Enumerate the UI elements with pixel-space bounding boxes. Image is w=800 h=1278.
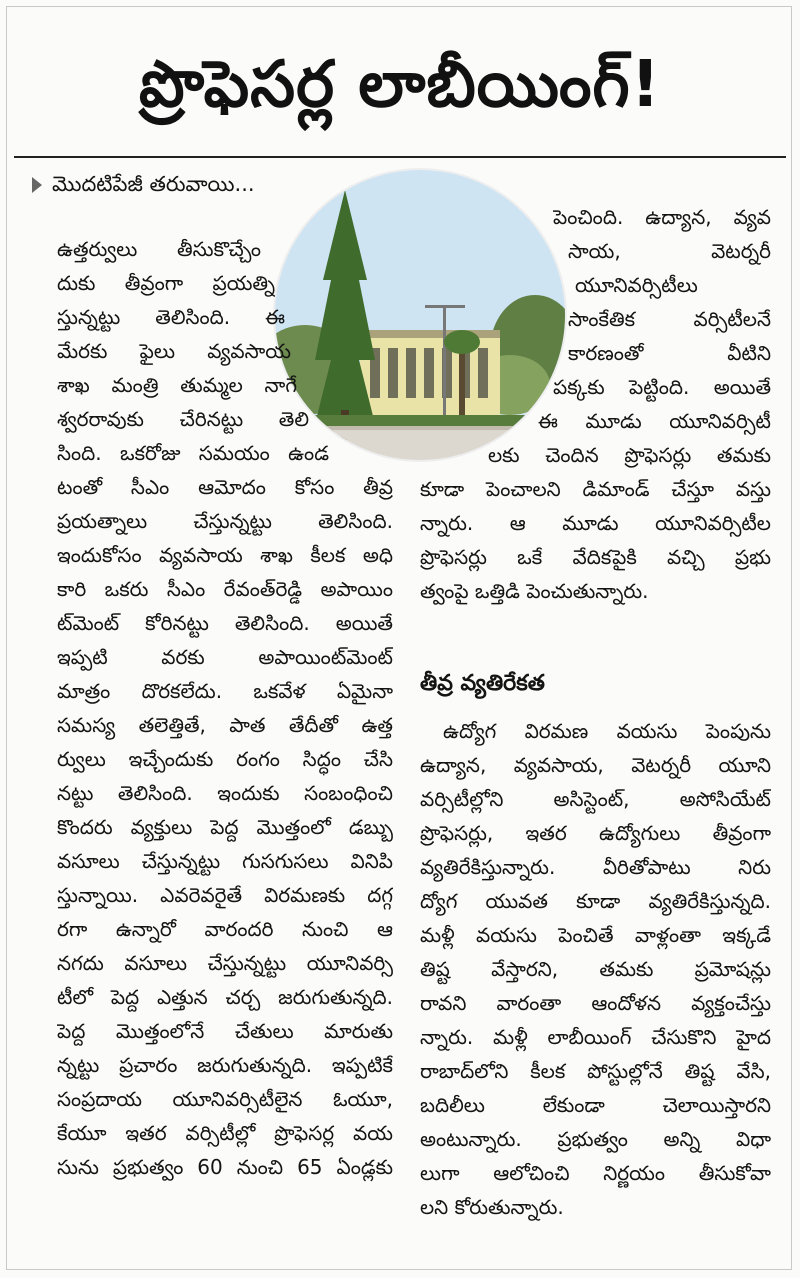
headline-rule [14, 156, 786, 158]
right-line-27: లని కోరుతున్నారు. [420, 1195, 564, 1219]
right-line-3: యూనివర్సిటీలు [575, 273, 698, 297]
right-line-16: ప్రొఫెసర్లు, ఇతర ఉద్యోగులు తీవ్రంగా [420, 821, 771, 845]
article-photo [275, 170, 565, 460]
left-line-4: మేరకు ఫైలు వ్యవసాయ [57, 339, 291, 363]
left-line-16: ర్వులు ఇచ్చేందుకు రంగం సిద్ధం చేసి [57, 747, 393, 771]
left-line-14: మాత్రం దొరకలేదు. ఒకవేళ ఏమైనా [57, 679, 393, 703]
right-line-19: మళ్లీ వయసు పెంచితే వాళ్లంతా ఇక్కడే [420, 923, 771, 947]
left-line-28: సును ప్రభుత్వం 60 నుంచి 65 ఏండ్లకు [57, 1155, 393, 1179]
left-line-17: నట్టు తెలిసింది. ఇందుకు సంబంధించి [57, 781, 393, 805]
right-line-23: రాబాద్‌లోని కీలక పోస్టుల్లోనే తిష్ట వేసి, [420, 1059, 771, 1083]
right-line-5: కారణంతో వీటిని [568, 341, 771, 365]
right-line-25: అంటున్నారు. ప్రభుత్వం అన్ని విధా [420, 1127, 771, 1151]
right-line-6: పక్కకు పెట్టింది. అయితే [553, 375, 771, 399]
right-line-12: త్వంపై ఒత్తిడి పెంచుతున్నారు. [420, 579, 649, 603]
left-line-5: శాఖ మంత్రి తుమ్మల నాగే [57, 373, 297, 397]
left-line-27: కేయూ ఇతర వర్సిటీల్లో ప్రొఫెసర్ల వయ [57, 1121, 393, 1145]
headline: ప్రొఫెసర్ల లాబీయింగ్! [139, 48, 661, 122]
subheading: తీవ్ర వ్యతిరేకత [420, 671, 545, 696]
right-line-2: సాయ, వెటర్నరీ [568, 239, 771, 263]
left-line-21: రగా ఉన్నారో వారందరి నుంచి ఆ [57, 917, 393, 941]
left-line-3: స్తున్నట్టు తెలిసింది. ఈ [57, 305, 285, 329]
left-line-22: నగదు వసూలు చేస్తున్నట్టు యూనివర్సి [57, 951, 393, 975]
continuation-note [32, 168, 255, 200]
left-line-25: న్నట్టు ప్రచారం జరుగుతున్నది. ఇప్పటికే [57, 1053, 393, 1077]
left-line-2: దుకు తీవ్రంగా ప్రయత్ని [57, 271, 275, 295]
right-line-10: న్నారు. ఆ మూడు యూనివర్సిటీల [420, 511, 771, 535]
right-line-24: బదిలీలు లేకుండా చెలాయిస్తారని [420, 1093, 771, 1117]
right-line-13: ఉద్యోగ విరమణ వయసు పెంపును [443, 719, 771, 743]
right-line-18: ద్యోగ యువత కూడా వ్యతిరేకిస్తున్నది. [420, 889, 771, 913]
right-line-14: ఉద్యాన, వ్యవసాయ, వెటర్నరీ యూని [420, 753, 771, 777]
right-line-4: సాంకేతిక వర్సిటీలనే [568, 307, 771, 331]
left-line-26: సంప్రదాయ యూనివర్సిటీలైన ఓయూ, [57, 1087, 393, 1111]
left-line-8: టంతో సీఎం ఆమోదం కోసం తీవ్ర [57, 475, 393, 499]
left-line-23: టీలో పెద్ద ఎత్తున చర్చ జరుగుతున్నది. [57, 985, 393, 1009]
right-line-15: వర్సిటీల్లోని అసిస్టెంట్, అసోసియేట్ [420, 787, 771, 811]
continuation-text: మొదటిపేజీ తరువాయి... [52, 172, 255, 196]
right-line-22: న్నారు. మళ్లీ లాబీయింగ్ చేసుకొని హైద [420, 1025, 771, 1049]
left-line-1: ఉత్తర్వులు తీసుకొచ్చేం [57, 237, 261, 261]
left-line-13: ఇప్పటి వరకు అపాయింట్‌మెంట్ [57, 645, 393, 669]
left-line-11: కారి ఒకరు సీఎం రేవంత్‌రెడ్డి అపాయిం [57, 577, 393, 601]
right-line-17: వ్యతిరేకిస్తున్నారు. వీరితోపాటు నిరు [420, 855, 771, 879]
right-line-9: కూడా పెంచాలని డిమాండ్ చేస్తూ వస్తు [420, 477, 771, 501]
right-line-8: లకు చెందిన ప్రొఫెసర్లు తమకు [488, 443, 771, 467]
left-line-15: సమస్య తలెత్తితే, పాత తేదీతో ఉత్త [57, 713, 393, 737]
left-line-10: ఇందుకోసం వ్యవసాయ శాఖ కీలక అధి [57, 543, 393, 567]
chevron-right-icon [32, 177, 42, 193]
right-line-11: ప్రొఫెసర్లు ఒకే వేదికపైకి వచ్చి ప్రభు [420, 545, 771, 569]
left-line-9: ప్రయత్నాలు చేస్తున్నట్టు తెలిసింది. [57, 509, 393, 533]
left-line-20: స్తున్నాయి. ఎవరెవరైతే విరమణకు దగ్గ [57, 883, 393, 907]
left-line-19: వసూలు చేస్తున్నట్టు గుసగుసలు వినిపి [57, 849, 393, 873]
left-line-24: పెద్ద మొత్తంలోనే చేతులు మారుతు [57, 1019, 393, 1043]
left-line-7: సింది. ఒకరోజు సమయం ఉండ [57, 441, 329, 465]
right-line-20: తిష్ట వేస్తారని, తమకు ప్రమోషన్లు [420, 957, 771, 981]
right-line-26: లుగా ఆలోచించి నిర్ణయం తీసుకోవా [420, 1161, 771, 1185]
left-line-18: కొందరు వ్యక్తులు పెద్ద మొత్తంలో డబ్బు [57, 815, 393, 839]
left-line-12: ట్‌మెంట్ కోరినట్టు తెలిసింది. అయితే [57, 611, 393, 635]
right-line-7: ఈ మూడు యూనివర్సిటీ [538, 409, 771, 433]
right-line-21: రావని వారంతా ఆందోళన వ్యక్తంచేస్తు [420, 991, 771, 1015]
right-line-1: పెంచింది. ఉద్యాన, వ్యవ [553, 205, 771, 229]
left-line-6: శ్వరరావుకు చేరినట్టు తెలి [57, 407, 309, 431]
